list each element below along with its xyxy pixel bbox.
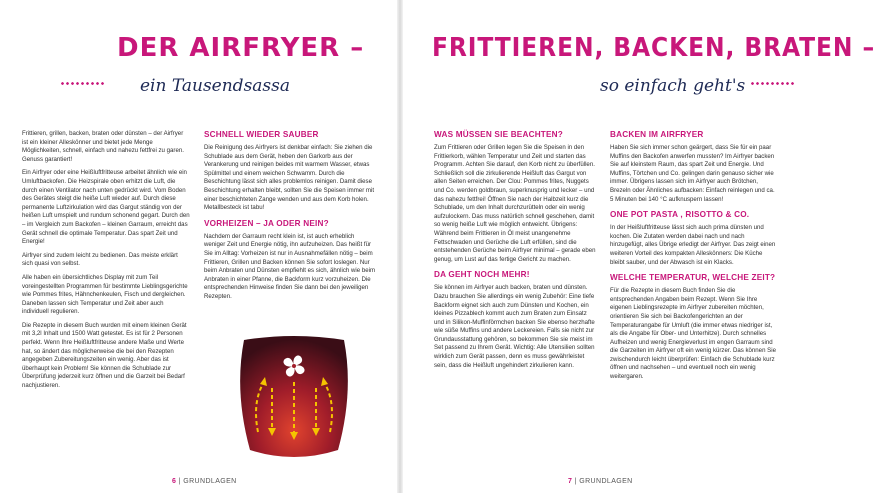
page-title: FRITTIEREN, BACKEN, BRATEN – — [432, 33, 875, 63]
section-heading: BACKEN IM AIRFRYER — [610, 130, 704, 139]
paragraph: Frittieren, grillen, backen, braten oder dünsten – der Airfryer ist ein kleiner Alleskönner und bietet jede Menge Möglichkeiten, schnell, einfach und nahezu fettfrei zu garen. Genuss garantiert! — [22, 130, 184, 163]
paragraph: Die Rezepte in diesem Buch wurden mit einem kleinen Gerät mit 3,2l Inhalt und 1500 Watt getestet. Es ist für 2 Personen perfekt. Wenn Ihre Heißluftfritteuse andere Maße und Werte hat, so ändert das möglicherweise die bei den Rezepten angegeben Zubereitungszeiten ein wenig. Aber das ist überhaupt kein Problem! Sie können die Schublade zur Überprüfung jederzeit kurz öffnen und die Garzeit bei Bedarf nachjustieren. — [22, 321, 187, 390]
footer-separator: | — [574, 478, 577, 485]
paragraph: Alle haben ein übersichtliches Display mit zum Teil voreingestellten Programmen für bestimmte Lieblingsgerichte wie Pommes frites, Hähnchenkeulen, Fisch und dergleichen. Daneben lassen sich Temperatur und Zeit aber auch individuell regulieren. — [22, 273, 188, 316]
right-text-column — [610, 130, 778, 387]
page-subtitle: ein Tausendsassa — [140, 76, 291, 96]
left-page — [0, 0, 400, 493]
intro-column — [22, 130, 190, 396]
left-text-column — [434, 130, 596, 375]
page-title: DER AIRFRYER – — [117, 33, 365, 63]
page-footer — [568, 478, 633, 485]
page-number: 6 — [172, 478, 177, 485]
tips-column — [204, 130, 376, 307]
paragraph: Für die Rezepte in diesem Buch finden Sie die entsprechenden Angaben beim Rezept. Wenn Sie Ihre eigenen Lieblingsrezepte im Airfryer zubereiten möchten, orientieren Sie sich bei Backofengerichten an der Temperaturangabe für Umluft (die immer etwas niedriger ist, als die Angabe für Ober- und Unterhitze). Durch schnelles Aufheizen und wenig Energieverlust im engen Garraum sind die Garzeiten im Airfryer oft ein wenig kürzer. Das können Sie zwischendurch leicht überprüfen: Einfach die Schublade kurz öffnen und nachsehen – und eventuell noch ein wenig weitergaren. — [610, 287, 776, 381]
footer-section: GRUNDLAGEN — [183, 478, 237, 485]
decorative-dots — [60, 82, 104, 85]
page-number: 7 — [568, 478, 573, 485]
paragraph: Airfryer sind zudem leicht zu bedienen. Das meiste erklärt sich quasi von selbst. — [22, 251, 178, 268]
section-heading: ONE POT PASTA , RISOTTO & CO. — [610, 210, 750, 220]
section-heading: WELCHE TEMPERATUR, WELCHE ZEIT? — [610, 273, 776, 283]
paragraph: Nachdem der Garraum recht klein ist, ist auch erheblich weniger Zeit und Energie nötig, ihn aufzuheizen. Das heißt für Sie im Alltag: Vorheizen ist nur in Ausnahmefällen nötig – beim Frittieren, Grillen und Backen können Sie sofort loslegen. Nur beim Anbraten und Dünsten empfiehlt es sich, ähnlich wie beim Anbraten in einer Pfanne, die Backform kurz vorzuheizen. Die entsprechenden Hinweise finden Sie dann bei den jeweiligen Rezepten. — [204, 232, 376, 300]
page-footer — [172, 478, 237, 485]
page-subtitle: so einfach geht's — [600, 76, 746, 96]
airfryer-airflow-illustration-icon — [234, 332, 354, 464]
paragraph: Sie können im Airfryer auch backen, braten und dünsten. Dazu brauchen Sie allerdings ein wenig Zubehör: Eine tiefe Backform eignet sich auch zum Dünsten und Kochen, ein kleines Pizzablech kommt auch zum Braten zum Einsatz und in Silikon-Muffinförmchen backen Sie ebenso herzhafte wie süße Muffins und andere Leckereien. Falls sie nicht zur Grundausstattung gehören, so bekommen Sie sie meist im Set passend zu Ihrem Gerät. Wichtig: Alle Utensilien sollten wirklich zum Gerät passen, denn es muss gewährleistet sein, dass die Heißluft ungehindert zirkulieren kann. — [434, 284, 595, 369]
decorative-dots — [750, 82, 794, 85]
section-heading: WAS MÜSSEN SIE BEACHTEN? — [434, 130, 563, 139]
section-heading: VORHEIZEN – JA ODER NEIN? — [204, 218, 329, 228]
footer-separator: | — [178, 478, 181, 485]
section-heading: DA GEHT NOCH MEHR! — [434, 270, 530, 280]
paragraph: Zum Frittieren oder Grillen legen Sie die Speisen in den Frittierkorb, wählen Temperatur und Zeit und starten das Programm. Achten Sie darauf, den Korb nicht zu überfüllen. Schließlich soll die zirkulierende Heißluft das Gargut von allen Seiten erreichen. Der Clou: Pommes frites, Nuggets und Co. werden goldbraun, superknusprig und lecker – und das nahezu fettfrei! Öffnen Sie nach der Halbzeit kurz die Schublade, um den Inhalt durchzurütteln oder ein wenig aufzulockern. Das muss natürlich schnell geschehen, damit so wenig heiße Luft wie möglich entweicht. Übrigens: Während beim Frittieren in Öl meist unangenehme Fettschwaden und Gerüche die Luft erfüllen, sind die entstehenden Gerüche beim Airfryer minimal – gerade eben genug, um Lust auf das fertige Gericht zu machen. — [434, 144, 596, 263]
paragraph: Haben Sie sich immer schon geärgert, dass Sie für ein paar Muffins den Backofen anwerfen mussten? Im Airfryer backen Sie auf kleinstem Raum, das spart Zeit und Energie. Und Muffins, Törtchen und Co. gelingen darin genauso sicher wie immer. Übrigens lassen sich im Airfryer auch Brötchen, Brezeln oder Ähnliches aufbacken: Einfach reinlegen und ca. 5 Minuten bei 140 °C aufknuspern lassen! — [610, 144, 775, 203]
footer-section: GRUNDLAGEN — [579, 478, 633, 485]
section-heading: SCHNELL WIEDER SAUBER — [204, 130, 319, 139]
paragraph: In der Heißluftfritteuse lässt sich auch prima dünsten und kochen. Die Zutaten werden dabei nach und nach hinzugefügt, alles Übrige erledigt der Airfryer. Das zeigt einen weiteren Vorteil des kompakten Alleskönners: Die Küche bleibt sauber, und der Abwasch ist ein Klacks. — [610, 224, 776, 266]
paragraph: Die Reinigung des Airfryers ist denkbar einfach: Sie ziehen die Schublade aus dem Gerät, heben den Garkorb aus der Verankerung und reinigen beides mit warmem Wasser, etwas Spülmittel und einem weichen Schwamm. Durch die Beschichtung lässt sich alles problemlos reinigen. Damit diese Beschichtung erhalten bleibt, sollten Sie die Speisen immer mit einer beschichteten Zange wenden und aus dem Korb holen. Metallbesteck ist tabu! — [204, 144, 375, 212]
paragraph: Ein Airfryer oder eine Heißluftfritteuse arbeitet ähnlich wie ein Umluftbackofen. Die Heizspirale oben erhitzt die Luft, die durch einen Ventilator nach unten gedrückt wird. Vom Boden des Gerätes steigt die heiße Luft wieder auf. Durch diese permanente Luftzirkulation wird das Gargut ständig von der heißen Luft umspielt und rundum schonend gegart. Durch den – im Vergleich zum Backofen – kleinen Garraum, erreicht das Gerät schnell die optimale Temperatur. Das spart Zeit und Energie! — [22, 169, 190, 246]
right-page — [400, 0, 875, 493]
book-gutter — [397, 0, 403, 493]
